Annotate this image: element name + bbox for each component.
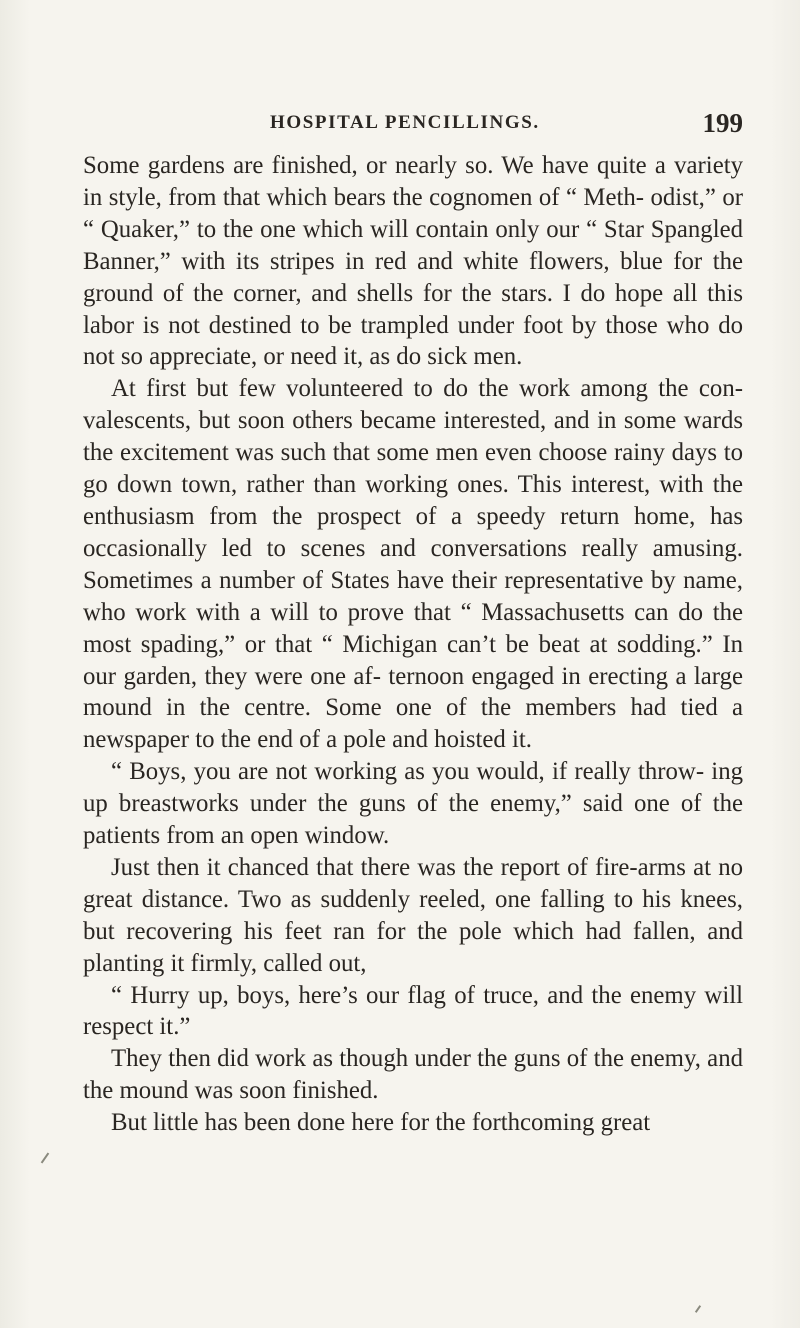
paragraph: Just then it chanced that there was the report of fire-arms at no great distance. Two as suddenly reeled, one falling to his knees, but recovering his feet ran for the pole which had fallen, and planting it firmly, called out, bbox=[83, 853, 743, 977]
paper-mark bbox=[695, 1305, 701, 1313]
page-number: 199 bbox=[702, 108, 743, 138]
paragraph: But little has been done here for the forthcoming great bbox=[111, 1109, 651, 1137]
paragraph: At first but few volunteered to do the work among the con- valescents, but soon others became interested, and in some wards the excitement was such that some men even choose rainy days to go down town, rather than working ones. This interest, with the enthusiasm from the prospect of a speedy return home, has occasionally led to scenes and conversations really amusing. Sometimes a number of States have their representative by name, who work with a will to prove that “ Massachusetts can do the most spading,” or that “ Michigan can’t be beat at sodding.” In our garden, they were one af- ternoon engaged in erecting a large mound in the centre. Some one of the members had tied a newspaper to the end of a pole and hoisted it. bbox=[83, 375, 743, 754]
paragraph: “ Hurry up, boys, here’s our flag of truce, and the enemy will respect it.” bbox=[83, 981, 743, 1041]
page-header bbox=[83, 108, 743, 144]
paragraph: “ Boys, you are not working as you would, if really throw- ing up breastworks under the guns of the enemy,” said one of the patients from an open window. bbox=[83, 758, 743, 850]
paragraph: Some gardens are finished, or nearly so. We have quite a variety in style, from that which bears the cognomen of “ Meth- odist,” or “ Quaker,” to the one which will contain only our “ Star Spangled Banner,” with its stripes in red and white flowers, blue for the ground of the corner, and shells for the stars. I do hope all this labor is not destined to be trampled under foot by those who do not so appreciate, or need it, as do sick men. bbox=[83, 152, 743, 371]
paper-mark bbox=[41, 1153, 50, 1164]
page-body bbox=[83, 150, 743, 1139]
paragraph: They then did work as though under the guns of the enemy, and the mound was soon finished. bbox=[83, 1045, 743, 1105]
running-head: HOSPITAL PENCILLINGS. bbox=[270, 112, 540, 133]
